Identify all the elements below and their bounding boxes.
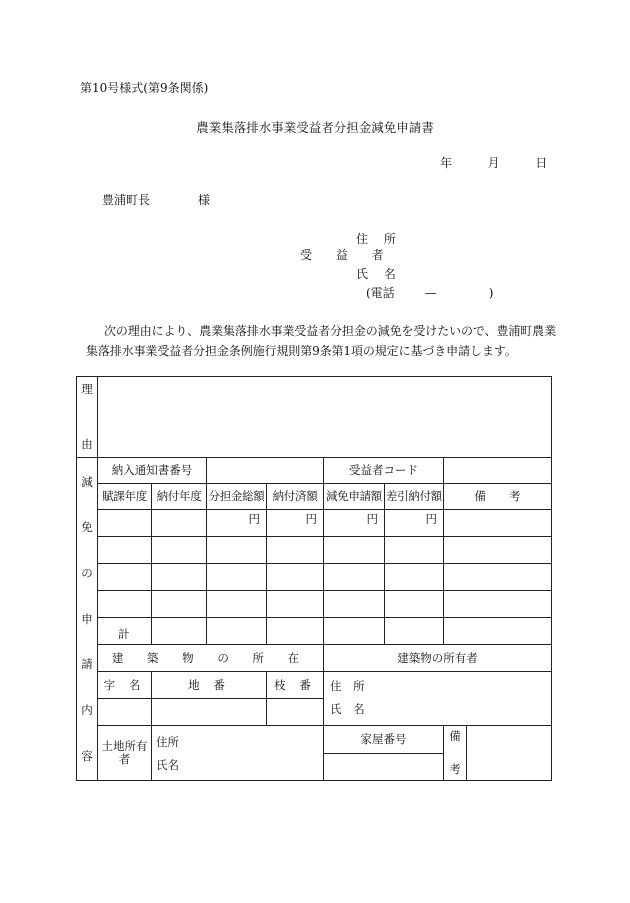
col-assessment-year: 賦課年度 xyxy=(98,484,152,510)
row1-payment-year[interactable] xyxy=(152,510,207,537)
row4-assessment-year[interactable] xyxy=(98,591,152,618)
chiban-field[interactable] xyxy=(152,699,267,726)
row3-paid-amount[interactable] xyxy=(267,564,324,591)
total-label: 計 xyxy=(98,618,152,645)
col-remarks: 備 考 xyxy=(444,484,552,510)
row2-balance-amount[interactable] xyxy=(385,537,444,564)
beneficiary-code-label: 受益者コード xyxy=(324,458,444,484)
remarks-char-1: 備 xyxy=(449,729,461,743)
row1-paid-amount[interactable] xyxy=(267,510,324,537)
phone-close: ) xyxy=(488,286,494,300)
content-char-4: 申 xyxy=(81,611,93,626)
reason-field[interactable] xyxy=(98,377,552,458)
date-year: 年 xyxy=(440,156,453,170)
addressee-honorific: 様 xyxy=(198,193,211,207)
land-owner-field[interactable] xyxy=(152,726,324,781)
beneficiary-code-field[interactable] xyxy=(444,458,552,484)
owner-address-label: 住 所 xyxy=(330,679,369,693)
applicant-name-label: 氏 名 xyxy=(356,267,402,281)
land-address-label: 住所 xyxy=(156,735,179,749)
total-remarks[interactable] xyxy=(444,618,552,645)
row4-remarks[interactable] xyxy=(444,591,552,618)
applicant-beneficiary-label: 受 益 者 xyxy=(300,248,394,262)
row1-remarks[interactable] xyxy=(444,510,552,537)
notice-number-label: 納入通知書番号 xyxy=(98,458,207,484)
row2-reduction-amount[interactable] xyxy=(324,537,385,564)
edaban-field[interactable] xyxy=(267,699,324,726)
row4-balance-amount[interactable] xyxy=(385,591,444,618)
row2-remarks[interactable] xyxy=(444,537,552,564)
yen-unit: 円 xyxy=(248,512,260,526)
content-char-5: 請 xyxy=(81,657,93,672)
row3-payment-year[interactable] xyxy=(152,564,207,591)
land-owner-label: 土地所有者 xyxy=(98,726,152,781)
reason-char-1: 理 xyxy=(81,382,93,396)
total-balance-amount[interactable] xyxy=(385,618,444,645)
row3-assessment-year[interactable] xyxy=(98,564,152,591)
house-number-label: 家屋番号 xyxy=(324,726,444,754)
addressee-name: 豊浦町長 xyxy=(102,193,151,207)
row1-balance-amount[interactable] xyxy=(385,510,444,537)
form-number: 第10号様式(第9条関係) xyxy=(80,81,209,95)
reason-char-2: 由 xyxy=(81,437,93,452)
content-char-3: の xyxy=(81,565,93,580)
building-owner-field[interactable] xyxy=(324,672,552,726)
date-day: 日 xyxy=(535,156,548,170)
row4-total-amount[interactable] xyxy=(207,591,267,618)
phone-open: (電話 xyxy=(366,286,395,300)
row1-total-amount[interactable] xyxy=(207,510,267,537)
document-title: 農業集落排水事業受益者分担金減免申請書 xyxy=(196,120,434,135)
remarks-label xyxy=(444,726,467,781)
yen-unit: 円 xyxy=(425,512,437,526)
col-balance-amount: 差引納付額 xyxy=(385,484,444,510)
row3-remarks[interactable] xyxy=(444,564,552,591)
row1-assessment-year[interactable] xyxy=(98,510,152,537)
col-payment-year: 納付年度 xyxy=(152,484,207,510)
addressee xyxy=(102,194,210,206)
total-paid-amount[interactable] xyxy=(267,618,324,645)
content-char-6: 内 xyxy=(81,703,93,718)
row3-reduction-amount[interactable] xyxy=(324,564,385,591)
total-total-amount[interactable] xyxy=(207,618,267,645)
content-char-2: 免 xyxy=(81,520,93,535)
col-paid-amount: 納付済額 xyxy=(267,484,324,510)
col-total-amount: 分担金総額 xyxy=(207,484,267,510)
aza-label: 字 名 xyxy=(98,672,152,699)
total-payment-year xyxy=(152,618,207,645)
content-char-7: 容 xyxy=(81,748,93,763)
house-number-field[interactable] xyxy=(324,753,444,781)
date-line xyxy=(440,157,547,169)
building-owner-label: 建築物の所有者 xyxy=(324,645,552,672)
row2-paid-amount[interactable] xyxy=(267,537,324,564)
row2-total-amount[interactable] xyxy=(207,537,267,564)
yen-unit: 円 xyxy=(305,512,317,526)
aza-field[interactable] xyxy=(98,699,152,726)
row2-payment-year[interactable] xyxy=(152,537,207,564)
chiban-label: 地 番 xyxy=(152,672,267,699)
reason-label xyxy=(77,377,98,458)
applicant-address-label: 住 所 xyxy=(356,232,402,246)
row4-payment-year[interactable] xyxy=(152,591,207,618)
building-location-label: 建 築 物 の 所 在 xyxy=(98,645,324,672)
date-month: 月 xyxy=(487,156,500,170)
row3-balance-amount[interactable] xyxy=(385,564,444,591)
content-char-1: 減 xyxy=(81,474,93,489)
row1-reduction-amount[interactable] xyxy=(324,510,385,537)
land-name-label: 氏名 xyxy=(156,757,179,772)
edaban-label: 枝 番 xyxy=(267,672,324,699)
content-label xyxy=(77,458,98,781)
col-reduction-amount: 減免申請額 xyxy=(324,484,385,510)
row3-total-amount[interactable] xyxy=(207,564,267,591)
application-table xyxy=(76,376,552,781)
total-reduction-amount[interactable] xyxy=(324,618,385,645)
yen-unit: 円 xyxy=(366,512,378,526)
phone-dash: — xyxy=(424,286,437,300)
row4-paid-amount[interactable] xyxy=(267,591,324,618)
owner-name-label: 氏 名 xyxy=(330,701,369,716)
remarks-field[interactable] xyxy=(467,726,552,781)
applicant-phone xyxy=(366,287,493,299)
notice-number-field[interactable] xyxy=(207,458,324,484)
row2-assessment-year[interactable] xyxy=(98,537,152,564)
body-text: 次の理由により、農業集落排水事業受益者分担金の減免を受けたいので、豊浦町農業集落排水事業受益者分担金条例施行規則第9条第1項の規定に基づき申請します。 xyxy=(86,324,556,358)
remarks-char-2: 考 xyxy=(449,762,461,777)
row4-reduction-amount[interactable] xyxy=(324,591,385,618)
